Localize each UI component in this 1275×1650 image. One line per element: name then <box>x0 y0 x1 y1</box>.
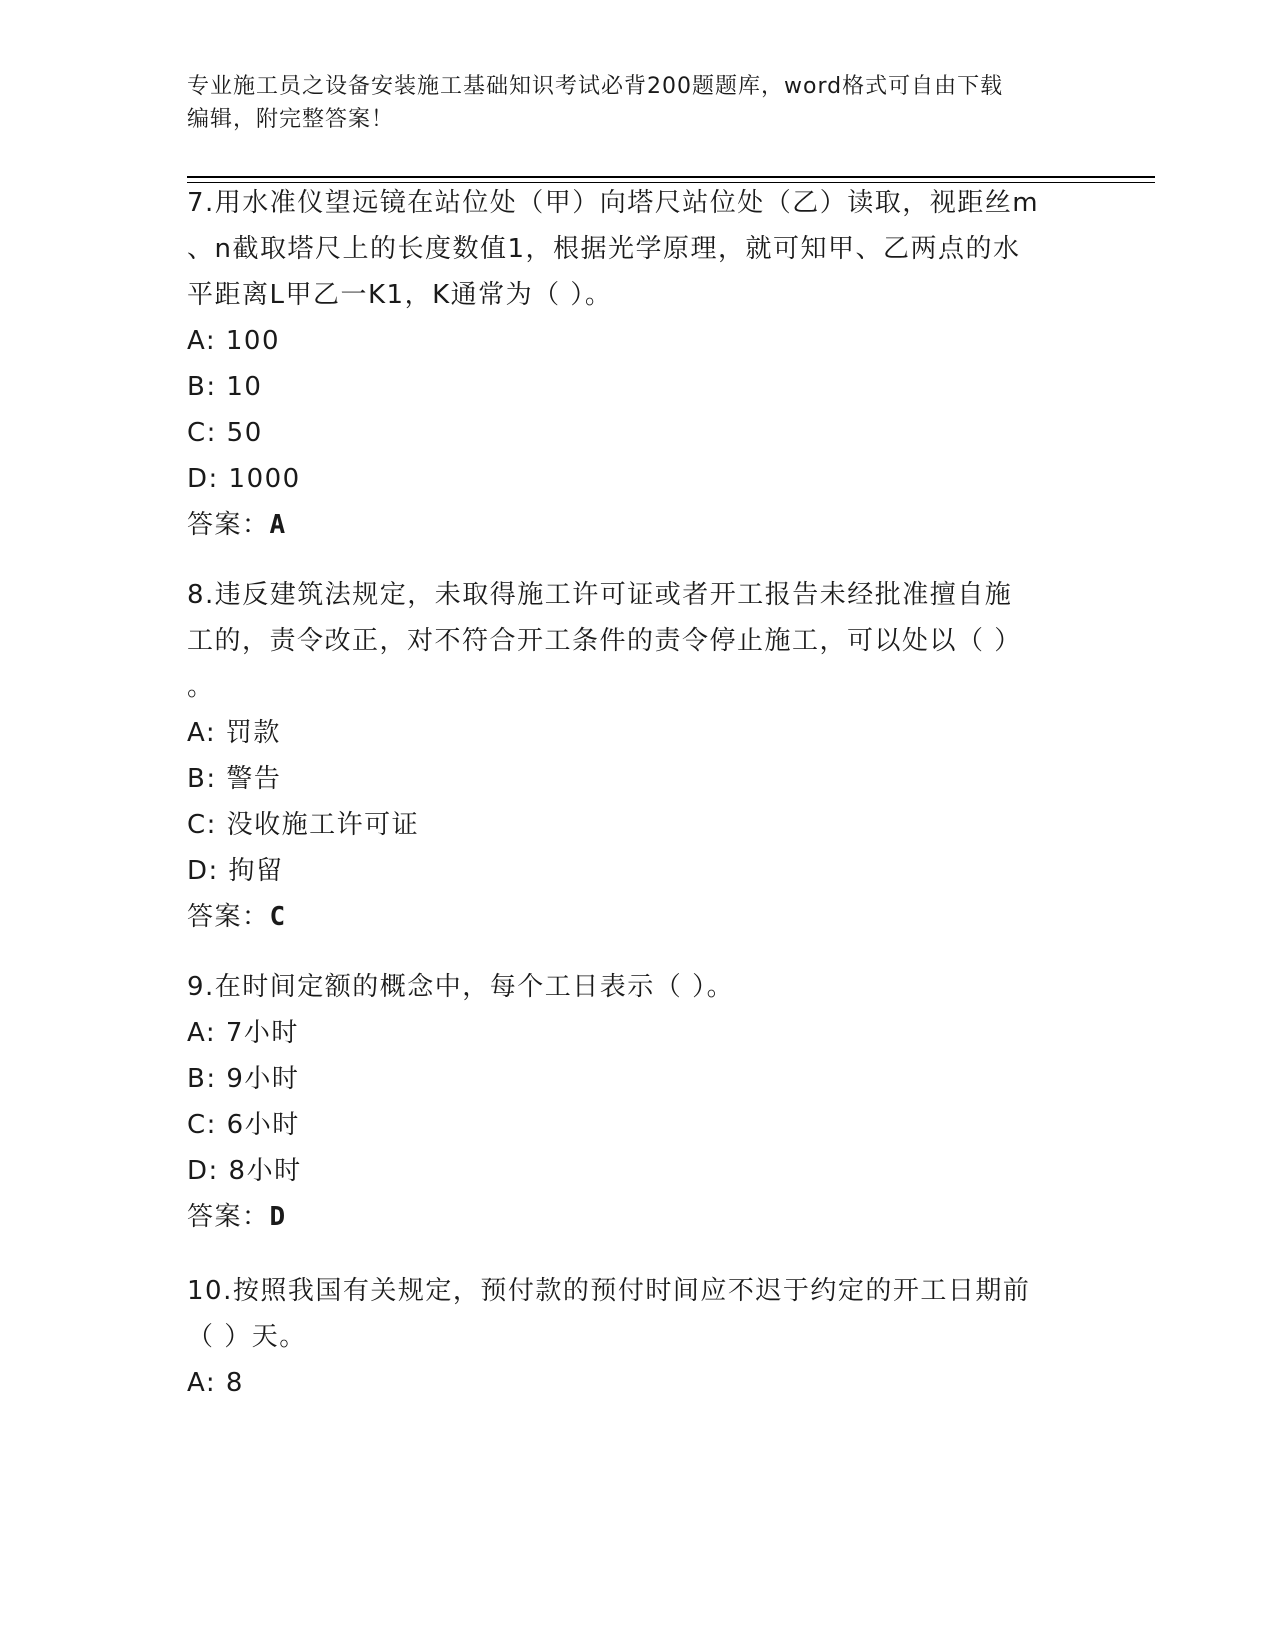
question-stem <box>187 1268 1087 1360</box>
question-stem-line: 8.违反建筑法规定，未取得施工许可证或者开工报告未经批准擅自施 <box>187 580 1013 610</box>
option-c: C: 6小时 <box>187 1110 300 1140</box>
answer-value: C <box>269 902 287 932</box>
option-b: B: 10 <box>187 372 263 402</box>
question-stem-line: 工的，责令改正，对不符合开工条件的责令停止施工，可以处以（ ） <box>187 626 1022 656</box>
question-stem-line: 10.按照我国有关规定，预付款的预付时间应不迟于约定的开工日期前 <box>187 1276 1031 1306</box>
answer-line <box>187 502 1087 548</box>
question-stem-line: （ ）天。 <box>187 1322 307 1352</box>
answer-label: 答案： <box>187 902 270 932</box>
question-9 <box>187 964 1087 1240</box>
option-b: B: 9小时 <box>187 1064 300 1094</box>
document-header <box>187 70 1087 136</box>
answer-label: 答案： <box>187 1202 270 1232</box>
question-stem-line: 7.用水准仪望远镜在站位处（甲）向塔尺站位处（乙）读取，视距丝m <box>187 188 1040 218</box>
option-b: B: 警告 <box>187 764 282 794</box>
answer-value: D <box>269 1202 287 1232</box>
option-d: D: 1000 <box>187 464 301 494</box>
option-a: A: 8 <box>187 1368 244 1398</box>
option-d: D: 拘留 <box>187 856 284 886</box>
option-a: A: 7小时 <box>187 1018 299 1048</box>
option-a: A: 100 <box>187 326 280 356</box>
question-stem-line: 9.在时间定额的概念中，每个工日表示（ ）。 <box>187 972 735 1002</box>
option-a: A: 罚款 <box>187 718 281 748</box>
answer-value: A <box>269 510 287 540</box>
header-line-1: 专业施工员之设备安装施工基础知识考试必背200题题库，word格式可自由下载 <box>187 74 1004 99</box>
option-c: C: 没收施工许可证 <box>187 810 420 840</box>
option-c: C: 50 <box>187 418 263 448</box>
question-stem-line: 。 <box>187 672 215 702</box>
question-10 <box>187 1268 1087 1406</box>
answer-line <box>187 1194 1087 1240</box>
question-stem <box>187 572 1087 710</box>
header-divider-thick <box>187 176 1155 178</box>
question-stem <box>187 180 1087 318</box>
answer-line <box>187 894 1087 940</box>
question-7 <box>187 180 1087 548</box>
question-stem-line: 平距离L甲乙一K1，K通常为（ ）。 <box>187 280 613 310</box>
question-stem-line: 、n截取塔尺上的长度数值1，根据光学原理，就可知甲、乙两点的水 <box>187 234 1021 264</box>
header-line-2: 编辑，附完整答案！ <box>187 107 395 132</box>
answer-label: 答案： <box>187 510 270 540</box>
option-d: D: 8小时 <box>187 1156 302 1186</box>
question-stem <box>187 964 1087 1010</box>
question-8 <box>187 572 1087 940</box>
